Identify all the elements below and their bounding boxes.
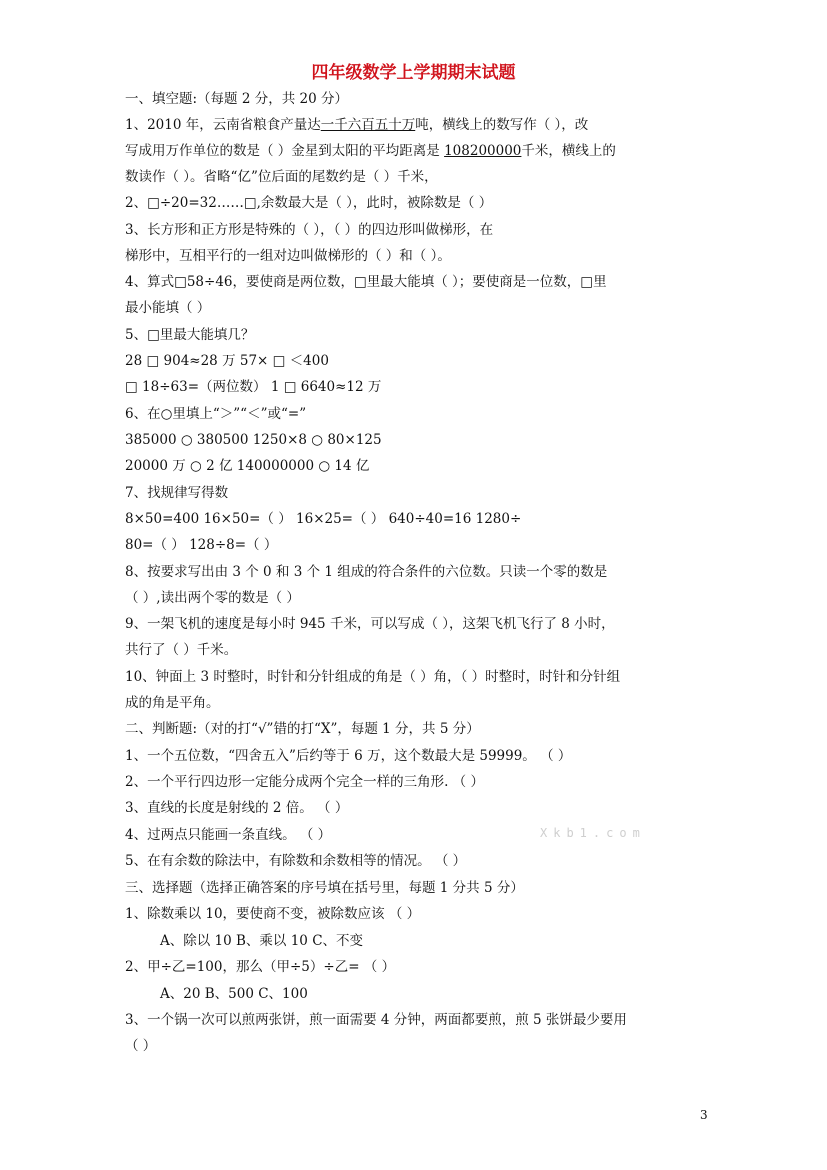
q6: 6、在○里填上“＞”“＜”或“=”	[125, 406, 307, 422]
q5: 5、□里最大能填几？	[125, 327, 255, 343]
q1-line-1	[125, 115, 588, 135]
page-title: 四年级数学上学期期末试题	[311, 63, 516, 83]
q5-row-1: 28 □ 904≈28 万 57× □ ＜400	[125, 353, 329, 369]
q9-line-1: 9、一架飞机的速度是每小时 945 千米，可以写成（ ），这架飞机飞行了 8 小时，	[125, 616, 615, 632]
watermark: Xkb1.com	[540, 826, 646, 840]
section-choice-heading: 三、选择题（选择正确答案的序号填在括号里，每题 1 分共 5 分）	[125, 880, 524, 896]
choice-1: 1、除数乘以 10，要使商不变，被除数应该 （ ）	[125, 906, 421, 922]
choice-3-line-1: 3、一个锅一次可以煎两张饼，煎一面需要 4 分钟，两面都要煎，煎 5 张饼最少要用	[125, 1012, 627, 1028]
section-fill-heading: 一、填空题:（每题 2 分，共 20 分）	[125, 91, 348, 107]
q10-line-1: 10、钟面上 3 时整时，时针和分针组成的角是（ ）角，（ ）时整时，时针和分针组	[125, 669, 621, 685]
q5-row-2: □ 18÷63=（两位数） 1 □ 6640≈12 万	[125, 379, 382, 395]
q8-line-2: （ ）,读出两个零的数是（ ）	[125, 590, 300, 606]
q1-text: 1、2010 年，云南省粮食产量达	[125, 117, 321, 133]
q4-line-1: 4、算式□58÷46，要使商是两位数，□里最大能填（ ）；要使商是一位数，□里	[125, 274, 607, 290]
q7-row-2: 80=（ ） 128÷8=（ ）	[125, 537, 278, 553]
q1-underlined-distance: 108200000	[444, 143, 522, 159]
q8-line-1: 8、按要求写出由 3 个 0 和 3 个 1 组成的符合条件的六位数。只读一个零的数是	[125, 564, 608, 580]
page-number: 3	[700, 1108, 708, 1122]
q1-text-end: 吨，横线上的数写作（ ），改	[415, 117, 589, 133]
judge-4: 4、过两点只能画一条直线。 （ ）	[125, 827, 332, 843]
q3-line-1: 3、长方形和正方形是特殊的（ ），（ ）的四边形叫做梯形，在	[125, 222, 494, 238]
choice-2: 2、甲÷乙=100，那么（甲÷5）÷乙= （ ）	[125, 959, 396, 975]
q2: 2、□÷20=32……□,余数最大是（ ），此时，被除数是（ ）	[125, 195, 493, 211]
q3-line-2: 梯形中，互相平行的一组对边叫做梯形的（ ）和（ ）。	[125, 248, 451, 264]
q7: 7、找规律写得数	[125, 485, 229, 501]
choice-1-options: A、除以 10 B、乘以 10 C、不变	[160, 933, 364, 949]
judge-5: 5、在有余数的除法中，有除数和余数相等的情况。 （ ）	[125, 853, 467, 869]
q4-line-2: 最小能填（ ）	[125, 300, 211, 316]
q10-line-2: 成的角是平角。	[125, 695, 220, 711]
q6-row-1: 385000 ○ 380500 1250×8 ○ 80×125	[125, 432, 382, 448]
q1-line-3: 数读作（ ）。省略“亿”位后面的尾数约是（ ）千米，	[125, 169, 438, 185]
section-judge-heading: 二、判断题:（对的打“√”错的打“X”，每题 1 分，共 5 分）	[125, 721, 480, 737]
q9-line-2: 共行了（ ）千米。	[125, 642, 238, 658]
q1b-text: 写成用万作单位的数是（ ）金星到太阳的平均距离是	[125, 143, 445, 159]
q1-line-2	[125, 141, 616, 161]
q6-row-2: 20000 万 ○ 2 亿 140000000 ○ 14 亿	[125, 458, 370, 474]
choice-2-options: A、20 B、500 C、100	[160, 986, 308, 1002]
judge-3: 3、直线的长度是射线的 2 倍。 （ ）	[125, 800, 349, 816]
q7-row-1: 8×50=400 16×50=（ ） 16×25=（ ） 640÷40=16 1280÷	[125, 511, 522, 527]
choice-3-line-2: （ ）	[125, 1038, 157, 1054]
judge-2: 2、一个平行四边形一定能分成两个完全一样的三角形. （ ）	[125, 774, 484, 790]
judge-1: 1、一个五位数，“四舍五入”后约等于 6 万，这个数最大是 59999。 （ ）	[125, 748, 572, 764]
q1b-text-end: 千米，横线上的	[521, 143, 616, 159]
q1-underlined-number: 一千六百五十万	[320, 117, 416, 133]
